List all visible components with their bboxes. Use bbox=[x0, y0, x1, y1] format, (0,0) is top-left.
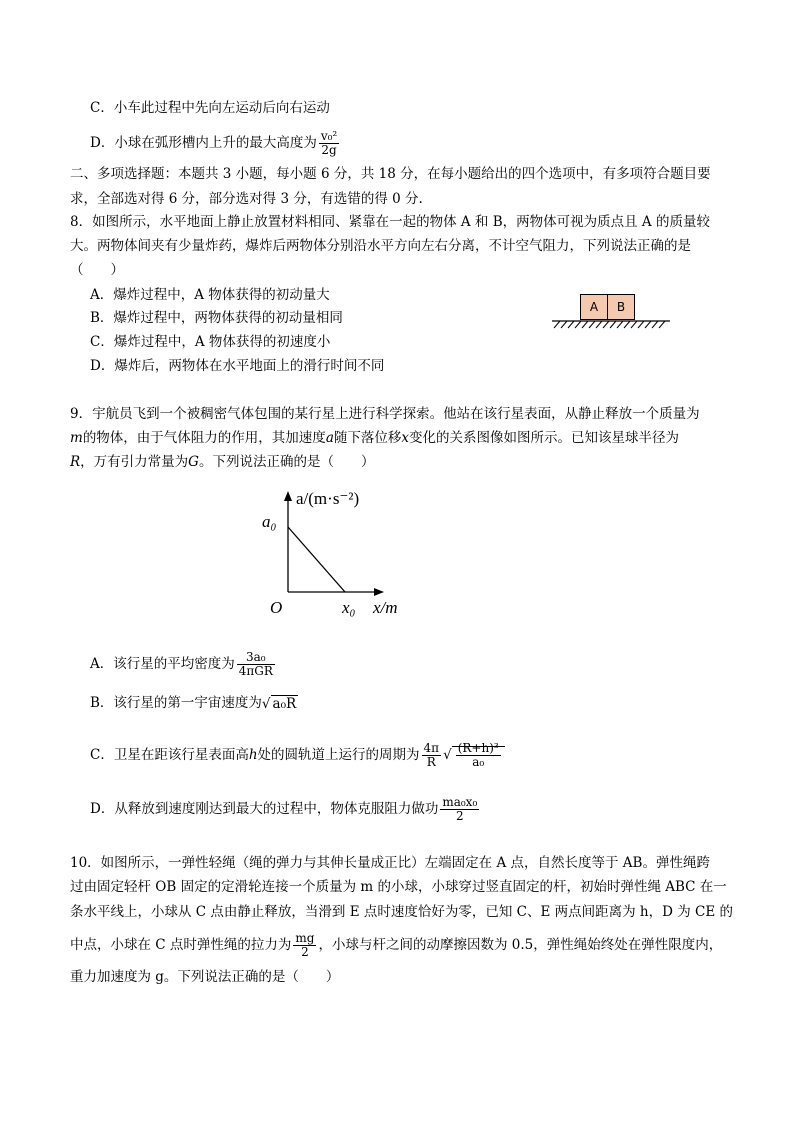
fraction-numerator: ma₀x₀ bbox=[442, 795, 478, 809]
q9-stem-text-d: ，万有引力常量为 bbox=[80, 454, 189, 470]
q8-stem-line2: 大。两物体间夹有少量炸药，爆炸后两物体分别沿水平方向左右分离，不计空气阻力，下列说法正确的是 bbox=[70, 238, 691, 254]
sqrt-radicand bbox=[452, 741, 505, 769]
q9-stem-line3 bbox=[70, 452, 374, 472]
q9-option-a-text: A．该行星的平均密度为 bbox=[90, 656, 235, 672]
section2-line2: 求，全部选对得 6 分，部分选对得 3 分，有选错的得 0 分. bbox=[70, 191, 423, 207]
q10-stem-line3: 条水平线上，小球从 C 点由静止释放，当滑到 E 点时速度恰好为零，已知 C、E 两点间距离为 h，D 为 CE 的 bbox=[70, 904, 733, 920]
var-m: m bbox=[70, 430, 83, 446]
x-axis-label: x/m bbox=[373, 598, 398, 617]
q7-option-d-text: D．小球在弧形槽内上升的最大高度为 bbox=[90, 135, 317, 151]
q8-option-b: B．爆炸过程中，两物体获得的初动量相同 bbox=[90, 310, 343, 326]
fraction-denominator: a₀ bbox=[472, 755, 485, 769]
fraction-numerator: mg bbox=[295, 931, 315, 945]
q8-stem-line3: （ ） bbox=[70, 262, 124, 278]
q7-option-c: C．小车此过程中先向左运动后向右运动 bbox=[90, 100, 330, 116]
ground-icon bbox=[548, 292, 673, 332]
sqrt-radicand: a₀R bbox=[272, 695, 297, 712]
section2-line1: 二、多项选择题：本题共 3 小题，每小题 6 分，共 18 分，在每小题给出的四个选项中，有多项符合题目要 bbox=[70, 166, 711, 182]
q10-stem-line2: 过由固定轻杆 OB 固定的定滑轮连接一个质量为 m 的小球，小球穿过竖直固定的杆，初始时弹性绳 ABC 在一 bbox=[70, 879, 727, 895]
q9-option-c-fraction bbox=[422, 742, 442, 769]
fraction-numerator: 4π bbox=[423, 741, 440, 755]
fraction-denominator: 2 bbox=[301, 945, 309, 959]
q9-stem-line2 bbox=[70, 428, 679, 448]
q9-graph bbox=[258, 485, 438, 625]
q9-option-c-text: C．卫星在距该行星表面高 bbox=[90, 747, 249, 763]
var-x: x bbox=[401, 430, 409, 446]
q9-option-d-fraction bbox=[440, 796, 479, 823]
fraction-denominator: R bbox=[426, 755, 436, 769]
q9-option-a bbox=[90, 651, 277, 678]
q8-option-a: A．爆炸过程中，A 物体获得的初动量大 bbox=[90, 287, 330, 303]
q9-stem-text-e: 。下列说法正确的是（ ） bbox=[198, 454, 375, 470]
q8-option-d: D．爆炸后，两物体在水平地面上的滑行时间不同 bbox=[90, 358, 385, 374]
q8-option-c: C．爆炸过程中，A 物体获得的初速度小 bbox=[90, 334, 331, 350]
y-axis-arrow-icon bbox=[284, 491, 292, 501]
q10-stem-line4 bbox=[70, 932, 722, 959]
fraction-denominator: 2 bbox=[455, 809, 464, 823]
q9-stem-text-c: 变化的关系图像如图所示。已知该星球半径为 bbox=[409, 430, 679, 446]
radicand-fraction bbox=[456, 742, 501, 769]
x-tick-label: x₀ bbox=[342, 598, 356, 617]
origin-label: O bbox=[270, 598, 283, 617]
q10-stem-text-b: ，小球与杆之间的动摩擦因数为 0.5，弹性绳始终处在弹性限度内， bbox=[318, 937, 723, 953]
q9-option-c bbox=[90, 742, 505, 769]
var-g: G bbox=[188, 454, 199, 470]
q9-stem-text-b: 随下落位移 bbox=[333, 430, 402, 446]
q8-figure bbox=[548, 292, 673, 332]
fraction-denominator: 2g bbox=[321, 143, 337, 157]
q9-stem-text-a: 的物体，由于气体阻力的作用，其加速度 bbox=[82, 430, 326, 446]
var-r: R bbox=[70, 454, 81, 470]
q9-option-a-fraction bbox=[237, 651, 275, 678]
q10-stem-text-a: 中点，小球在 C 点时弹性绳的拉力为 bbox=[70, 937, 292, 953]
x-axis-arrow-icon bbox=[374, 588, 384, 596]
data-line bbox=[288, 527, 345, 592]
q7-option-d bbox=[90, 130, 341, 157]
y-axis-label: a/(m·s⁻²) bbox=[296, 489, 360, 508]
q9-option-c-text-2: 处的圆轨道上运行的周期为 bbox=[257, 747, 420, 763]
q10-fraction bbox=[293, 932, 316, 959]
q10-stem-line1: 10．如图所示，一弹性轻绳（绳的弹力与其伸长量成正比）左端固定在 A 点，自然长度等于 AB。弹性绳跨 bbox=[70, 855, 710, 871]
fraction-numerator: (R+h)³ bbox=[457, 741, 499, 755]
q10-stem-line5: 重力加速度为 g。下列说法正确的是（ ） bbox=[70, 969, 340, 985]
sqrt-icon: √ $\frac{\text{(R+h)³}}{\text{a₀}}$ bbox=[443, 742, 505, 769]
var-h: h bbox=[248, 747, 258, 763]
y-tick-label: a₀ bbox=[262, 512, 277, 531]
q7-option-d-fraction bbox=[319, 130, 339, 157]
sqrt-icon: √ a₀R bbox=[261, 695, 297, 712]
fraction-numerator: v₀² bbox=[320, 129, 338, 143]
fraction-numerator: 3a₀ bbox=[237, 651, 275, 665]
block-b: B bbox=[607, 294, 635, 320]
q8-stem-line1: 8．如图所示，水平地面上静止放置材料相同、紧靠在一起的物体 A 和 B，两物体可视为质点且 A 的质量较 bbox=[70, 214, 710, 230]
fraction-denominator: 4πGR bbox=[238, 664, 273, 678]
var-a: a bbox=[325, 430, 334, 446]
q9-option-b bbox=[90, 693, 298, 714]
q9-stem-line1: 9．宇航员飞到一个被稠密气体包围的某行星上进行科学探索。他站在该行星表面，从静止释放一个质量为 bbox=[70, 406, 700, 422]
q9-option-b-text: B．该行星的第一宇宙速度为 bbox=[90, 695, 262, 711]
block-a: A bbox=[580, 294, 608, 320]
q9-option-d-text: D．从释放到速度刚达到最大的过程中，物体克服阻力做功 bbox=[90, 801, 439, 817]
q9-option-d bbox=[90, 796, 481, 823]
